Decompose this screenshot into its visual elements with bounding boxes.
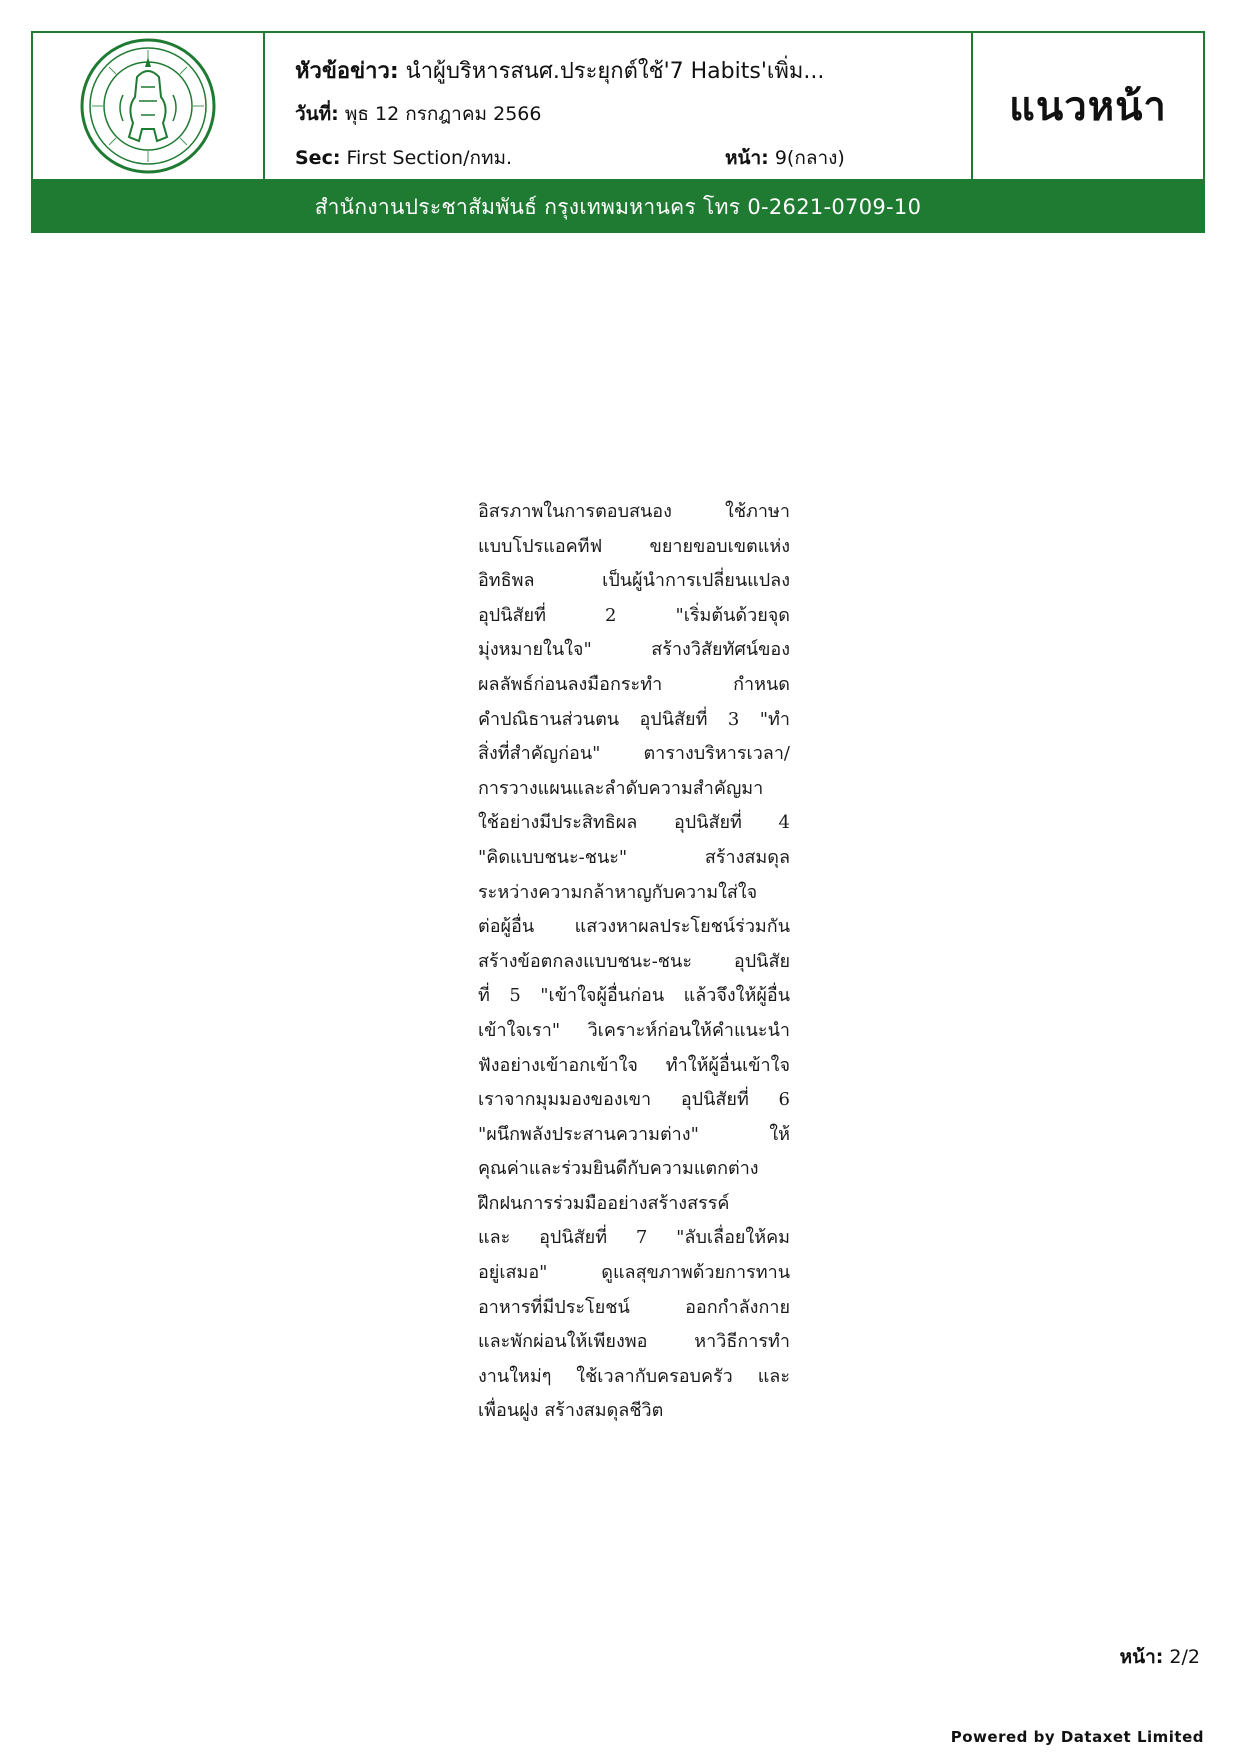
article-body xyxy=(478,495,790,1429)
sec-label: Sec: xyxy=(295,147,341,169)
article-line: งานใหม่ๆ ใช้เวลากับครอบครัว และ xyxy=(478,1365,790,1387)
newspaper-name: แนวหน้า xyxy=(1009,84,1167,130)
page-value: 9(กลาง) xyxy=(774,147,845,169)
article-line: เราจากมุมมองของเขา อุปนิสัยที่ 6 xyxy=(478,1089,790,1111)
article-line: และ อุปนิสัยที่ 7 "ลับเลื่อยให้คม xyxy=(478,1227,790,1249)
headline xyxy=(295,53,824,88)
article-line: คุณค่าและร่วมยินดีกับความแตกต่าง xyxy=(478,1158,759,1180)
article-line: และพักผ่อนให้เพียงพอ หาวิธีการทำ xyxy=(478,1331,790,1353)
article-line: ต่อผู้อื่น แสวงหาผลประโยชน์ร่วมกัน xyxy=(478,916,790,938)
powered-by: Powered by Dataxet Limited xyxy=(950,1728,1204,1746)
article-line: เข้าใจเรา" วิเคราะห์ก่อนให้คำแนะนำ xyxy=(478,1019,790,1041)
news-header xyxy=(31,31,1205,181)
page-number xyxy=(1120,1642,1200,1672)
article-line: ระหว่างความกล้าหาญกับความใส่ใจ xyxy=(478,881,758,903)
bangkok-seal-icon xyxy=(79,37,217,175)
page-number-label: หน้า: xyxy=(1119,1646,1164,1668)
article-line: ที่ 5 "เข้าใจผู้อื่นก่อน แล้วจึงให้ผู้อื่น xyxy=(478,985,790,1007)
date xyxy=(295,99,541,129)
logo-cell xyxy=(33,33,265,179)
article-line: ผลลัพธ์ก่อนลงมือกระทำ กำหนด xyxy=(478,673,790,695)
article-line: อุปนิสัยที่ 2 "เริ่มต้นด้วยจุด xyxy=(478,604,790,626)
date-value: พุธ 12 กรกฎาคม 2566 xyxy=(344,103,542,125)
sec-value: First Section/กทม. xyxy=(346,147,513,169)
source-page xyxy=(725,143,845,173)
newspaper-name-cell xyxy=(973,33,1203,179)
article-line: สร้างข้อตกลงแบบชนะ-ชนะ อุปนิสัย xyxy=(478,950,790,972)
article-line: ฟังอย่างเข้าอกเข้าใจ ทำให้ผู้อื่นเข้าใจ xyxy=(478,1054,790,1076)
article-line: ฝึกฝนการร่วมมืออย่างสร้างสรรค์ xyxy=(478,1192,730,1214)
date-label: วันที่: xyxy=(295,103,339,125)
article-line: การวางแผนและลำดับความสำคัญมา xyxy=(478,777,764,799)
article-line: เพื่อนฝูง สร้างสมดุลชีวิต xyxy=(478,1400,664,1422)
article-line: สิ่งที่สำคัญก่อน" ตารางบริหารเวลา/ xyxy=(478,743,790,765)
contact-banner xyxy=(31,181,1205,233)
article-line: อยู่เสมอ" ดูแลสุขภาพด้วยการทาน xyxy=(478,1262,790,1284)
article-line: อาหารที่มีประโยชน์ ออกกำลังกาย xyxy=(478,1296,790,1318)
section xyxy=(295,143,512,173)
article-line: อิสรภาพในการตอบสนอง ใช้ภาษา xyxy=(478,501,790,522)
article-line: ใช้อย่างมีประสิทธิผล อุปนิสัยที่ 4 xyxy=(478,812,790,834)
article-line: มุ่งหมายในใจ" สร้างวิสัยทัศน์ของ xyxy=(478,639,790,661)
contact-banner-text: สำนักงานประชาสัมพันธ์ กรุงเทพมหานคร โทร 0-2621-0709-10 xyxy=(314,194,922,219)
article-line: อิทธิพล เป็นผู้นำการเปลี่ยนแปลง xyxy=(478,570,790,592)
headline-label: หัวข้อข่าว: xyxy=(295,59,399,84)
article-line: คำปณิธานส่วนตน อุปนิสัยที่ 3 "ทำ xyxy=(478,708,790,730)
article-line: "คิดแบบชนะ-ชนะ" สร้างสมดุล xyxy=(478,846,790,868)
article-line: แบบโปรแอคทีฟ ขยายขอบเขตแห่ง xyxy=(478,535,790,557)
article-line: "ผนึกพลังประสานความต่าง" ให้ xyxy=(478,1123,790,1145)
headline-value: นำผู้บริหารสนศ.ประยุกต์ใช้'7 Habits'เพิ่ม... xyxy=(405,59,825,84)
headline-info xyxy=(265,33,973,179)
page-label: หน้า: xyxy=(725,147,769,169)
page-number-value: 2/2 xyxy=(1169,1646,1200,1668)
